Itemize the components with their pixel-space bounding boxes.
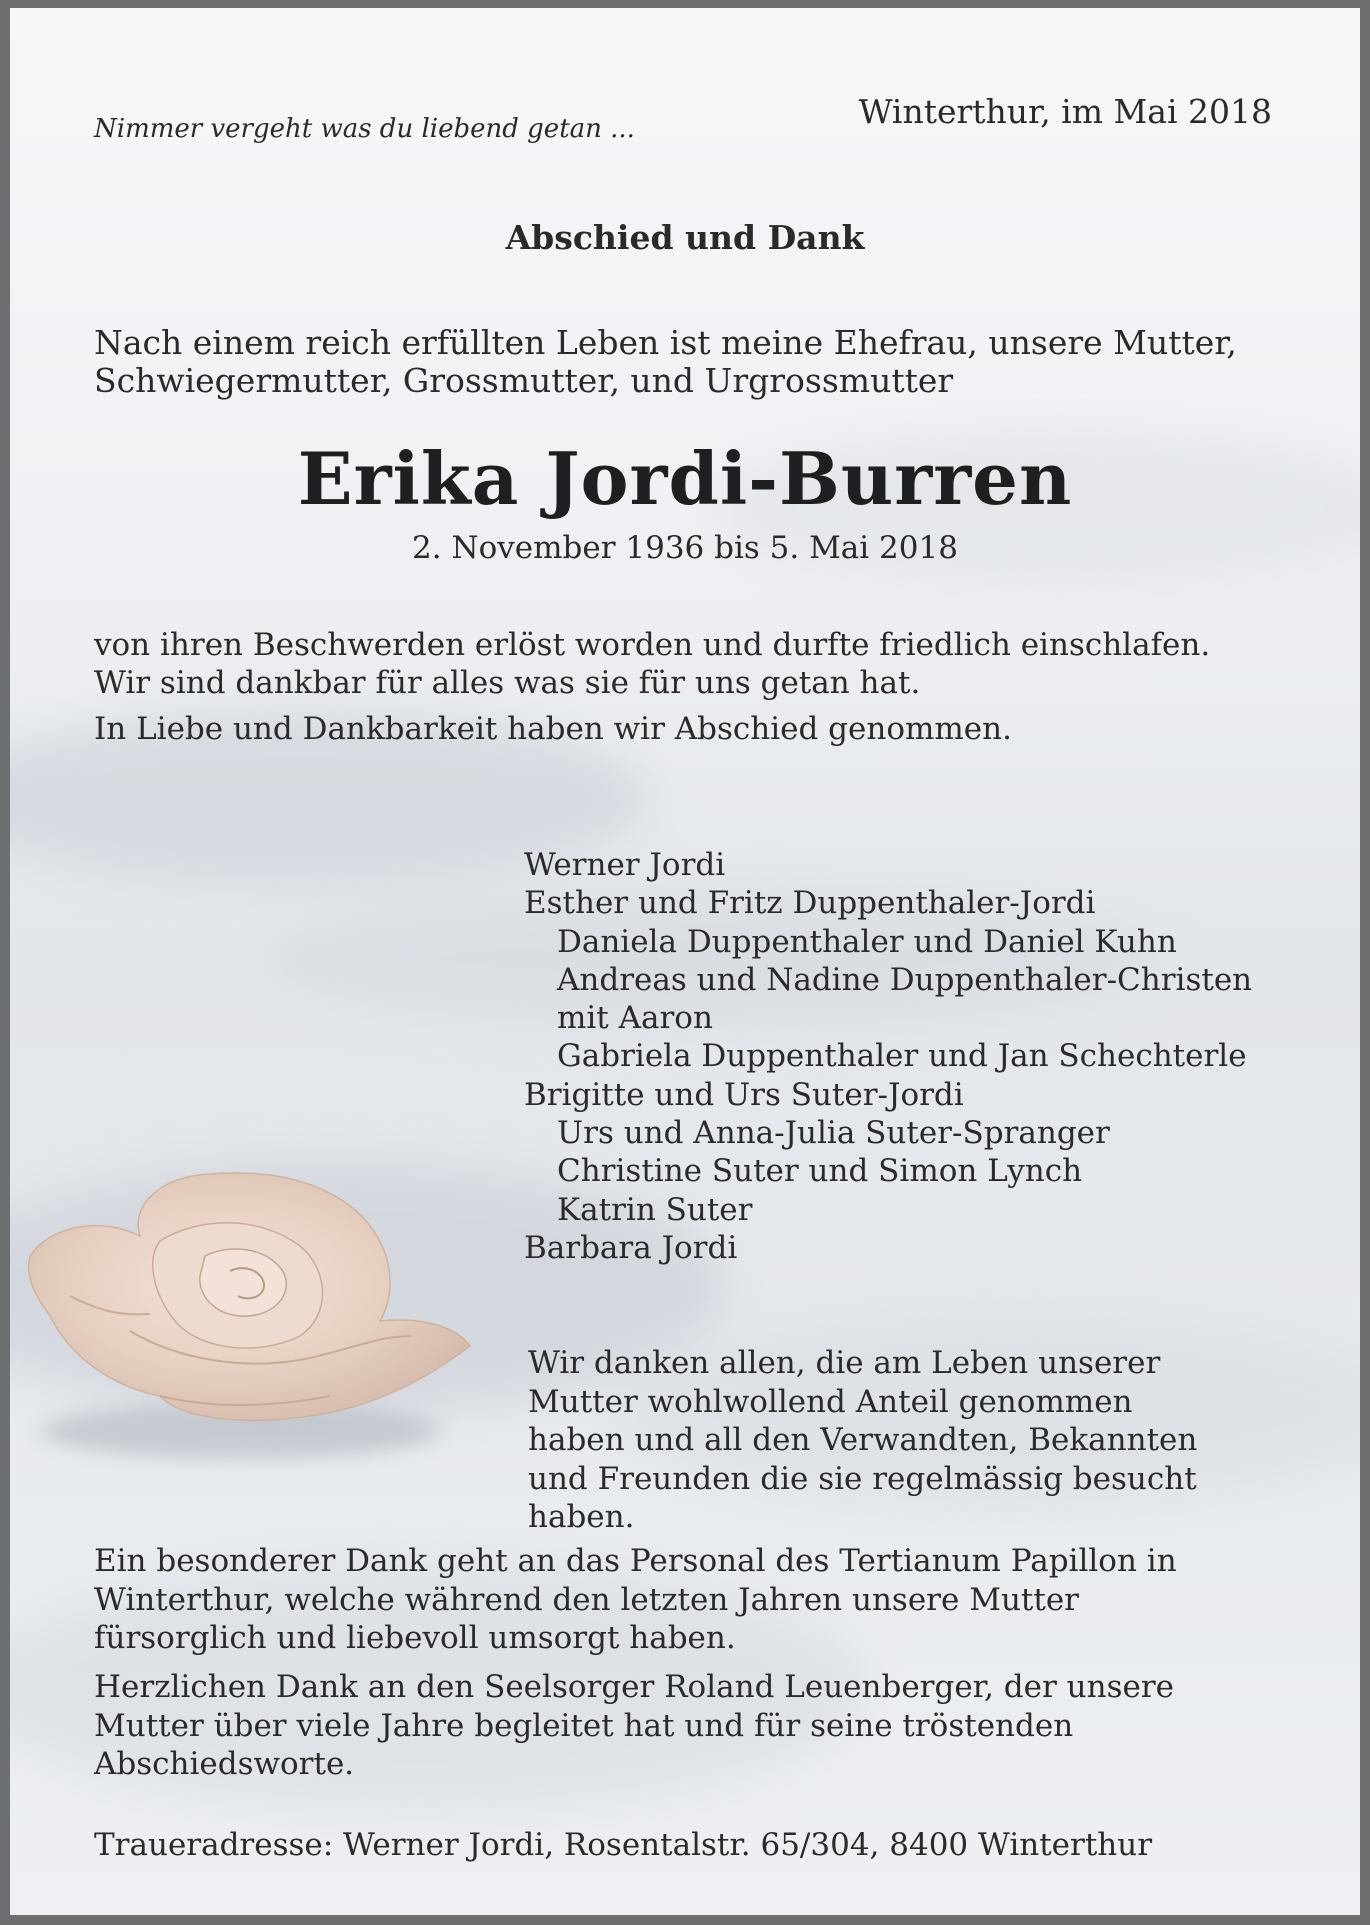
- intro-line: Nach einem reich erfüllten Leben ist meine Ehefrau, unsere Mutter,: [94, 323, 1237, 362]
- page-title: Abschied und Dank: [505, 218, 865, 257]
- life-dates: 2. November 1936 bis 5. Mai 2018: [412, 530, 958, 566]
- thanks-staff-line: Ein besonderer Dank geht an das Personal des Tertianum Papillon in: [94, 1543, 1177, 1579]
- body-line: von ihren Beschwerden erlöst worden und durfte friedlich einschlafen.: [94, 627, 1211, 663]
- mourner-name: Esther und Fritz Duppenthaler-Jordi: [524, 885, 1096, 922]
- mourner-name: Andreas und Nadine Duppenthaler-Christen: [557, 961, 1253, 998]
- obituary-page: [10, 8, 1360, 1915]
- farewell-line: In Liebe und Dankbarkeit haben wir Abschied genommen.: [94, 711, 1012, 747]
- mourner-name: Urs und Anna-Julia Suter-Spranger: [557, 1115, 1110, 1152]
- intro-text: [94, 324, 1237, 400]
- motto: Nimmer vergeht was du liebend getan ...: [94, 114, 635, 144]
- mourner-name: Gabriela Duppenthaler und Jan Schechterle: [557, 1038, 1247, 1075]
- thanks-pastor-text: [94, 1668, 1174, 1784]
- thanks-text: [528, 1344, 1197, 1537]
- mourning-address: Traueradresse: Werner Jordi, Rosentalstr. 65/304, 8400 Winterthur: [94, 1827, 1153, 1863]
- mourner-name: Daniela Duppenthaler und Daniel Kuhn: [557, 923, 1177, 960]
- mourner-name: Katrin Suter: [557, 1191, 753, 1228]
- mourner-name: Barbara Jordi: [524, 1229, 738, 1266]
- mourners-list: [524, 846, 1252, 1267]
- mourner-name: Brigitte und Urs Suter-Jordi: [524, 1076, 964, 1113]
- thanks-pastor-line: Abschiedsworte.: [94, 1746, 355, 1782]
- thanks-staff-line: fürsorglich und liebevoll umsorgt haben.: [94, 1620, 736, 1656]
- thanks-staff-text: [94, 1542, 1177, 1658]
- place-date: Winterthur, im Mai 2018: [858, 92, 1272, 131]
- thanks-line: haben.: [528, 1499, 635, 1535]
- deceased-name: Erika Jordi-Burren: [297, 436, 1073, 521]
- thanks-line: Mutter wohlwollend Anteil genommen: [528, 1383, 1133, 1420]
- thanks-line: Wir danken allen, die am Leben unserer: [528, 1345, 1161, 1381]
- thanks-pastor-line: Mutter über viele Jahre begleitet hat und für seine tröstenden: [94, 1707, 1074, 1744]
- mourner-name: Werner Jordi: [524, 847, 726, 883]
- thanks-line: haben und all den Verwandten, Bekannten: [528, 1422, 1198, 1458]
- intro-line: Schwiegermutter, Grossmutter, und Urgrossmutter: [94, 361, 954, 400]
- thanks-pastor-line: Herzlichen Dank an den Seelsorger Roland Leuenberger, der unsere: [94, 1669, 1175, 1705]
- mourner-name: Christine Suter und Simon Lynch: [557, 1153, 1083, 1190]
- body-line: Wir sind dankbar für alles was sie für uns getan hat.: [94, 665, 921, 701]
- mourner-name: mit Aaron: [557, 1000, 713, 1037]
- thanks-line: und Freunden die sie regelmässig besucht: [528, 1460, 1197, 1497]
- body-text: [94, 626, 1210, 702]
- thanks-staff-line: Winterthur, welche während den letzten Jahren unsere Mutter: [94, 1581, 1079, 1618]
- rose-icon: [10, 1146, 490, 1476]
